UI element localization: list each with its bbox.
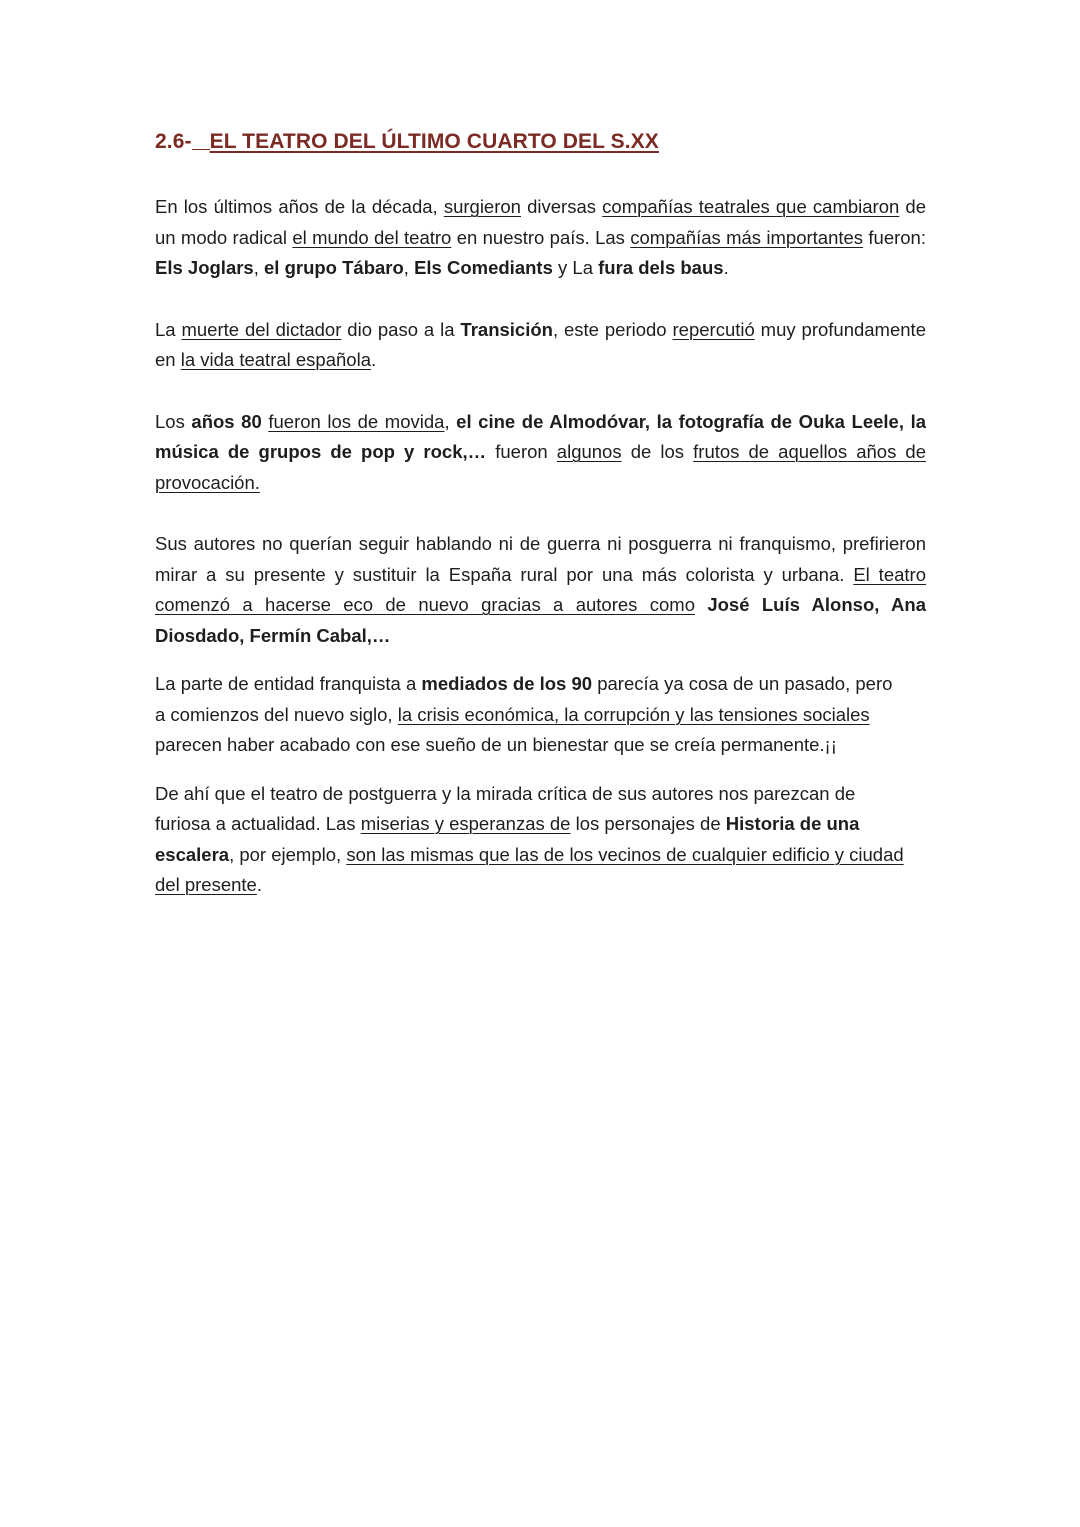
text: , por ejemplo, [229, 843, 347, 865]
text: últimos años de la década, [213, 196, 444, 217]
underlined-text: el mundo del teatro [292, 226, 452, 248]
text: La [155, 318, 182, 340]
text: La parte de entidad franquista a [155, 673, 422, 694]
underlined-text: frutos de aquellos años de provocación. [155, 441, 926, 493]
text: , este periodo [552, 318, 673, 340]
text: parecía ya cosa de un pasado, pero a comienzos del nuevo siglo, [155, 673, 893, 725]
text: de los [621, 441, 694, 462]
text: De ahí que el teatro de postguerra y la mirada crítica de sus autores nos parezcan de furiosa a actualidad. Las [155, 782, 856, 834]
underlined-text: son las mismas que las de los vecinos de cualquier edificio y ciudad del presente [155, 843, 904, 895]
paragraph-postwar [155, 779, 905, 901]
bold-text: fura dels baus [598, 257, 724, 278]
underlined-text: miserias y esperanzas de [360, 813, 571, 834]
underlined-text: fueron los de movida [268, 410, 445, 432]
document-page [155, 130, 926, 901]
text: , [444, 410, 457, 432]
bold-text: Transición [460, 318, 553, 340]
bold-text: José Luís Alonso, Ana Diosdado, Fermín Cabal,… [155, 594, 926, 646]
text: . [371, 349, 377, 370]
underlined-text: El teatro comenzó a hacerse eco de nuevo gracias a autores como [155, 563, 926, 615]
text: En los [155, 196, 214, 217]
text: fueron [486, 441, 557, 462]
text: parecen haber acabado con ese sueño de un bienestar que se creía permanente.¡¡ [155, 734, 837, 755]
paragraph-eighties [155, 407, 926, 499]
text: Los [155, 410, 192, 432]
bold-text: el grupo Tábaro [264, 257, 404, 278]
bold-text: Els Comediants [414, 257, 553, 278]
text: de un modo radical [155, 196, 927, 248]
text: , [403, 257, 415, 278]
text: los personajes de [570, 813, 726, 834]
underlined-text: la vida teatral española [180, 349, 371, 370]
paragraph-companies [155, 192, 926, 284]
text: . [723, 257, 729, 278]
underlined-text: repercutió [672, 318, 755, 340]
paragraph-nineties [155, 669, 895, 761]
paragraph-authors [155, 529, 926, 651]
underlined-text: surgieron [443, 196, 521, 217]
underlined-text: muerte del dictador [181, 318, 342, 340]
text: . [256, 874, 262, 895]
bold-text: Els Joglars [155, 257, 254, 278]
bold-text: años 80 [191, 410, 262, 432]
text: dio paso a la [341, 318, 461, 340]
section-title [155, 130, 926, 154]
bold-text: el cine de Almodóvar, la fotografía de Ouka Leele, la música de grupos de pop y rock,… [155, 410, 926, 462]
text: fueron: [863, 226, 926, 248]
bold-text: Historia de una escalera [155, 813, 860, 865]
underlined-text: algunos [556, 441, 622, 462]
section-title-text: EL TEATRO DEL ÚLTIMO CUARTO DEL S.XX [209, 130, 659, 153]
underlined-text: compañías más importantes [630, 226, 864, 248]
underlined-text: la crisis económica, la corrupción y las tensiones sociales [397, 703, 870, 725]
text: muy profundamente en [155, 318, 926, 370]
section-number: 2.6- [155, 130, 192, 153]
text: Sus autores no querían seguir hablando ni de guerra ni posguerra ni franquismo, prefirieron mirar a su presente y sustituir la España rural por una más colorista y urbana. [155, 533, 926, 585]
text: diversas [520, 196, 603, 217]
paragraph-transition [155, 315, 926, 376]
underlined-text: compañías teatrales que cambiaron [602, 196, 900, 217]
text: y La [552, 257, 599, 278]
title-underline-gap [192, 131, 210, 150]
text: en nuestro país. Las [451, 226, 631, 248]
text: , [253, 257, 264, 278]
text [695, 594, 707, 615]
bold-text: mediados de los 90 [421, 673, 593, 694]
